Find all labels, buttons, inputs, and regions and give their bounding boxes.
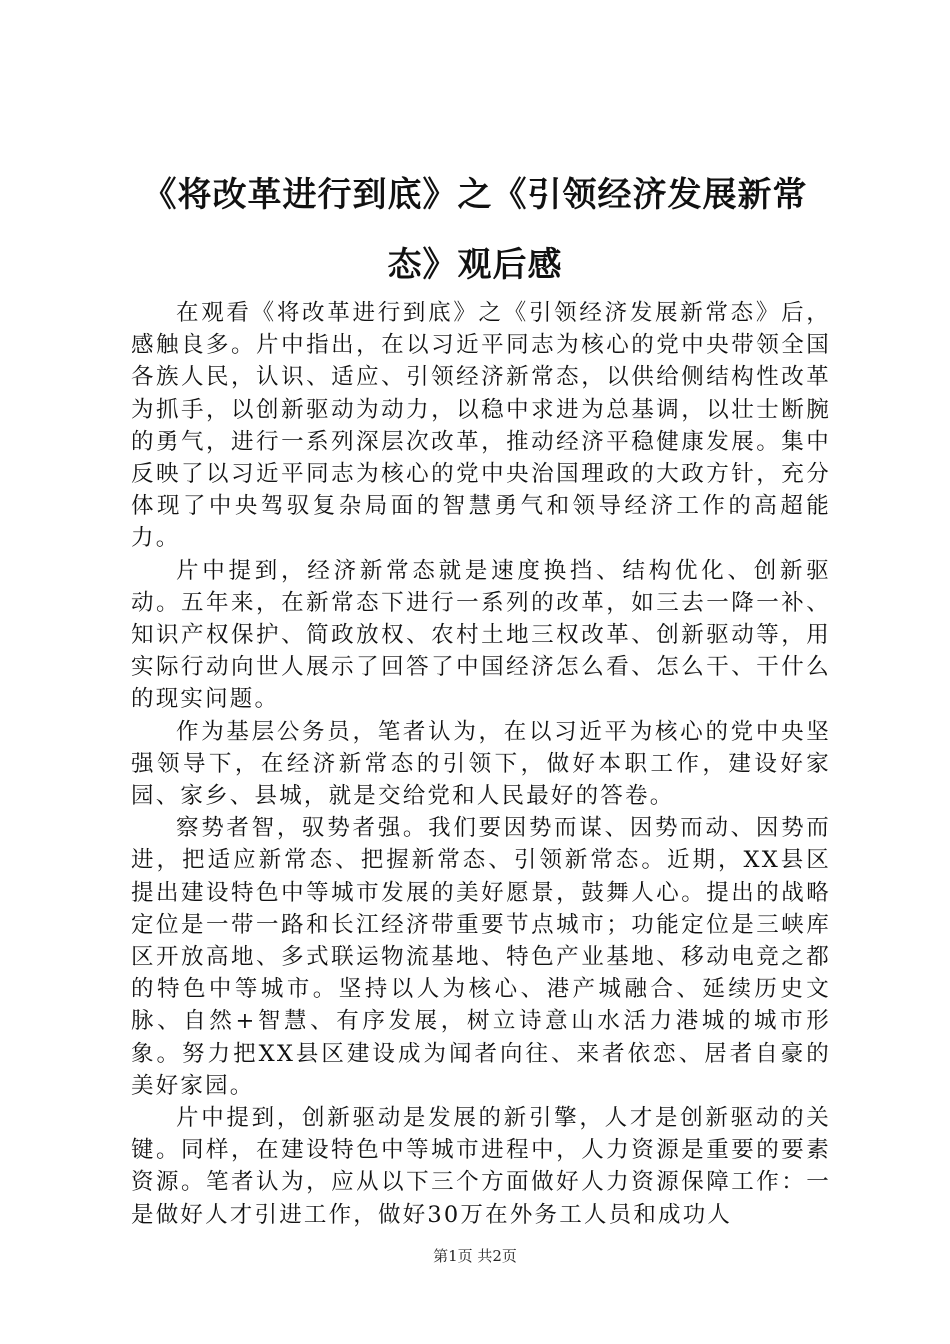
title-line-2: 态》观后感: [387, 245, 563, 285]
paragraph: 在观看《将改革进行到底》之《引领经济发展新常态》后，感触良多。片中指出，在以习近平同志为核心的党中央带领全国各族人民，认识、适应、引领经济新常态，以供给侧结构性改革为抓手，以创新驱动为动力，以稳中求进为总基调，以壮士断腕的勇气，进行一系列深层次改革，推动经济平稳健康发展。集中反映了以习近平同志为核心的党中央治国理政的大政方针，充分体现了中央驾驭复杂局面的智慧勇气和领导经济工作的高超能力。: [131, 300, 831, 552]
paragraph: 片中提到，创新驱动是发展的新引擎，人才是创新驱动的关键。同样，在建设特色中等城市进程中，人力资源是重要的要素资源。笔者认为，应从以下三个方面做好人力资源保障工作：一是做好人才引进工作，做好30万在外务工人员和成功人: [131, 1105, 831, 1228]
page-number-footer: 第1页 共2页: [433, 1247, 517, 1265]
document-title: [120, 160, 830, 300]
paragraph: 片中提到，经济新常态就是速度换挡、结构优化、创新驱动。五年来，在新常态下进行一系列的改革，如三去一降一补、知识产权保护、简政放权、农村土地三权改革、创新驱动等，用实际行动向世人展示了回答了中国经济怎么看、怎么干、干什么的现实问题。: [131, 557, 831, 713]
paragraph: 作为基层公务员，笔者认为，在以习近平为核心的党中央坚强领导下，在经济新常态的引领下，做好本职工作，建设好家园、家乡、县城，就是交给党和人民最好的答卷。: [131, 718, 831, 810]
title-line-1: 《将改革进行到底》之《引领经济发展新常: [142, 175, 808, 215]
document-body: [131, 297, 831, 1231]
paragraph: 察势者智，驭势者强。我们要因势而谋、因势而动、因势而进，把适应新常态、把握新常态、引领新常态。近期，XX县区提出建设特色中等城市发展的美好愿景，鼓舞人心。提出的战略定位是一带一路和长江经济带重要节点城市；功能定位是三峡库区开放高地、多式联运物流基地、特色产业基地、移动电竞之都的特色中等城市。坚持以人为核心、港产城融合、延续历史文脉、自然+智慧、有序发展，树立诗意山水活力港城的城市形象。努力把XX县区建设成为闻者向往、来者依恋、居者自豪的美好家园。: [131, 815, 831, 1099]
